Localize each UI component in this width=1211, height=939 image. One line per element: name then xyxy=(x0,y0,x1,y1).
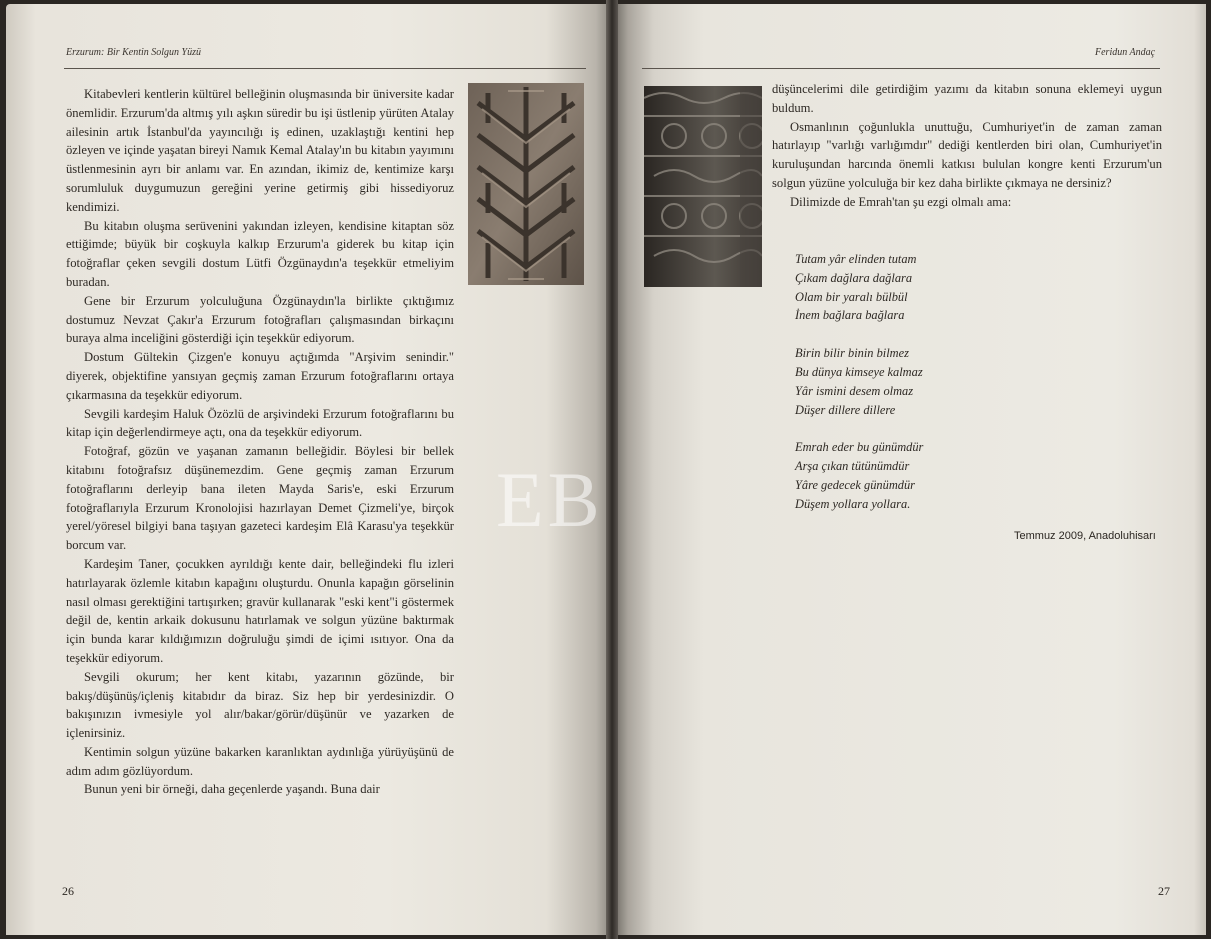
left-body-text xyxy=(66,85,454,799)
paragraph: Kitabevleri kentlerin kültürel belleğinin oluşmasında bir üniversite kadar önemlidir. Erzurum'da altmış yılı aşkın süredir bu işi üstlenip yürüten Atalay ailesinin artık İstanbul'da yayıncılığı iş edinen, uzaklaştığı kentini hep özleyen ve içinde yaşatan bireyi Namık Kemal Atalay'ın bu kitabın yayımını üstlenmesinin ayrı bir anlamı var. En azından, ikimiz de, kentimize karşı sorumluluk duygumuzun gereğini yerine getirmiş gibi hissediyoruz kendimizi. xyxy=(66,87,454,214)
poem-line: Yâr ismini desem olmaz xyxy=(795,383,914,398)
poem-stanza xyxy=(795,438,923,513)
paragraph: düşüncelerimi dile getirdiğim yazımı da kitabın sonuna eklemeyi uygun buldum. xyxy=(772,82,1162,115)
poem-line: Çıkam dağlara dağlara xyxy=(795,270,913,285)
poem-line: Arşa çıkan tütünümdür xyxy=(795,459,910,474)
paragraph: Dilimizde de Emrah'tan şu ezgi olmalı ama: xyxy=(790,194,1012,209)
poem-line: İnem bağlara bağlara xyxy=(795,308,905,323)
date-place-signature: Temmuz 2009, Anadoluhisarı xyxy=(1014,530,1156,542)
poem-stanza xyxy=(795,344,923,419)
paragraph: Bunun yeni bir örneği, daha geçenlerde yaşandı. Buna dair xyxy=(84,782,380,797)
poem-line: Yâre gedecek günümdür xyxy=(795,477,915,492)
paragraph: Bu kitabın oluşma serüvenini yakından izleyen, kendisine kitaptan söz ettiğimde; büyük bir coşkuyla kalkıp Erzurum'a giderek bu kitap için fotoğraflar çeken sevgili dostum Lütfi Özgünaydın'a teşekkür etmeliyim buradan. xyxy=(66,218,454,289)
right-running-head: Feridun Andaç xyxy=(1095,47,1156,58)
left-header-rule xyxy=(64,68,586,69)
poem-stanza xyxy=(795,250,923,325)
paragraph: Osmanlının çoğunlukla unuttuğu, Cumhuriyet'in de zaman zaman hatırlayıp "varlığı varlığımdır" dediği kentlerden biri olan, Cumhuriyet'in kuruluşundan harcında önemli katkısı bululan kongre kenti Erzurum'un solgun yüzüne yolculuğa bir kez daha birlikte çıkmaya ne dersiniz? xyxy=(772,119,1162,190)
right-body-text xyxy=(772,80,1162,212)
poem-line: Emrah eder bu günümdür xyxy=(795,440,924,455)
paragraph: Kardeşim Taner, çocukken ayrıldığı kente dair, belleğindeki flu izleri hatırlayarak özlemle kitabın kapağını oluşturdu. Onunla kapağın görselinin nasıl olması gerektiğini tartışırken; gravür kullanarak "eski kent"i göstermek değil de, kentin arkaik dokusunu hatırlamak ve solgun yüzüne baktırmak için bunda karar kıldığımızın doğruluğu şimdi de içimi ısıtıyor. Ona da teşekkür ediyorum. xyxy=(66,556,454,665)
poem-line: Tutam yâr elinden tutam xyxy=(795,252,917,266)
poem-line: Birin bilir binin bilmez xyxy=(795,346,909,361)
right-carving-photo xyxy=(644,86,762,287)
paragraph: Gene bir Erzurum yolculuğuna Özgünaydın'la birlikte çıktığımız dostumuz Nevzat Çakır'a Erzurum fotoğrafları çalışmasından birkaçını buraya alma inceliğini gösterdiği için teşekkür ediyorum. xyxy=(66,293,454,346)
poem-line: Düşem yollara yollara. xyxy=(795,496,911,511)
poem-line: Bu dünya kimseye kalmaz xyxy=(795,364,923,379)
right-page-number: 27 xyxy=(1158,884,1170,898)
left-running-head: Erzurum: Bir Kentin Solgun Yüzü xyxy=(66,47,202,58)
poem-line: Düşer dillere dillere xyxy=(795,402,896,417)
left-page-number: 26 xyxy=(62,884,74,898)
paragraph: Kentimin solgun yüzüne bakarken karanlıktan aydınlığa yürüyüşünü de adım adım gözlüyordum. xyxy=(66,744,454,778)
paragraph: Fotoğraf, gözün ve yaşanan zamanın belleğidir. Böylesi bir bellek kitabını fotoğrafsız düşünemezdim. Gene geçmiş zaman Erzurum fotoğraflarını derleyip bana ileten Mayda Saris'e, eski Erzurum fotoğraflarıyla Erzurum Kronolojisi hazırlayan Demet Çizmeli'ye, birçok yerel/yöresel bilgiyi bana taşıyan gazeteci kardeşim Elâ Karasu'ya teşekkür borcum var. xyxy=(66,444,454,553)
paragraph: Sevgili okurum; her kent kitabı, yazarının gözünde, bir bakış/düşünüş/içleniş kitabıdır da biraz. Siz hep bir yerdesinizdir. O bakışınızın ivmesiyle yol alır/bakar/görür/düşünür ve yazarken de içlenirsiniz. xyxy=(66,669,454,741)
watermark: EB xyxy=(496,456,604,543)
right-header-rule xyxy=(642,68,1160,69)
paragraph: Dostum Gültekin Çizgen'e konuyu açtığımda "Arşivim senindir." diyerek, objektifine yansıyan geçmiş zaman Erzurum fotoğraflarını ortaya çıkarmasına da teşekkür ediyorum. xyxy=(66,350,454,402)
paragraph: Sevgili kardeşim Haluk Özözlü de arşivindeki Erzurum fotoğraflarını bu kitap için değerlendirmeye açtı, ona da teşekkür ediyorum. xyxy=(66,406,454,440)
left-carving-photo xyxy=(468,83,584,285)
stone-relief-image xyxy=(644,86,762,287)
stone-carving-image xyxy=(468,83,584,285)
poem xyxy=(795,250,923,533)
poem-line: Olam bir yaralı bülbül xyxy=(795,289,908,304)
book-gutter xyxy=(606,0,618,939)
